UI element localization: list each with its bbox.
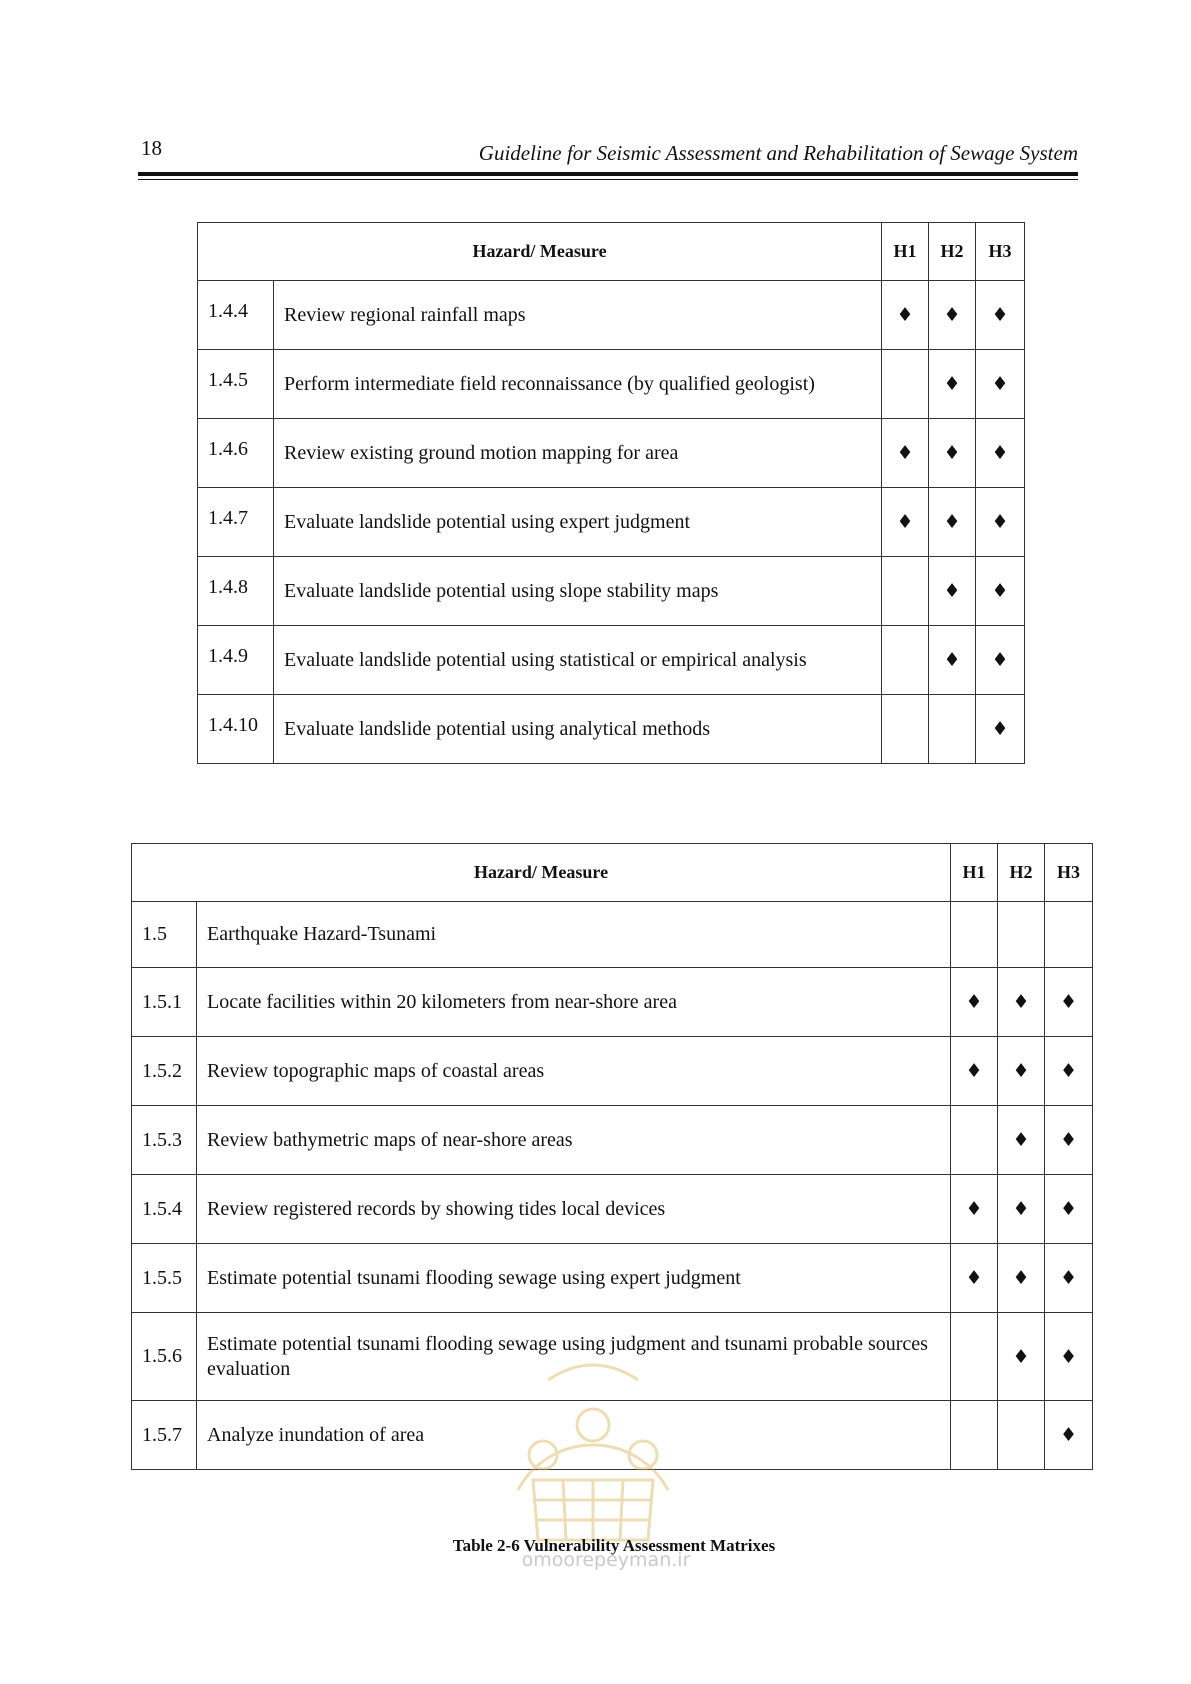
h2-mark <box>929 695 976 764</box>
h1-mark <box>951 1401 998 1470</box>
hazard-measure-table-tsunami <box>131 843 1093 1470</box>
hazard-measure-table-landslide <box>197 222 1025 764</box>
row-code: 1.4.10 <box>198 695 274 764</box>
row-measure: Evaluate landslide potential using expert judgment <box>274 488 882 557</box>
row-measure: Review registered records by showing tides local devices <box>197 1175 951 1244</box>
header-rule-thin <box>138 179 1078 180</box>
h3-mark: ♦ <box>976 281 1025 350</box>
h2-mark: ♦ <box>929 350 976 419</box>
header-h3: H3 <box>976 223 1025 281</box>
table-caption: Table 2-6 Vulnerability Assessment Matrixes <box>452 1536 776 1555</box>
row-measure: Locate facilities within 20 kilometers from near-shore area <box>197 968 951 1037</box>
h2-mark: ♦ <box>929 557 976 626</box>
h2-mark <box>998 902 1045 968</box>
row-measure: Estimate potential tsunami flooding sewage using judgment and tsunami probable sources evaluation <box>197 1313 951 1401</box>
row-code: 1.5.7 <box>132 1401 197 1470</box>
h3-mark: ♦ <box>1045 968 1093 1037</box>
running-title: Guideline for Seismic Assessment and Rehabilitation of Sewage System <box>478 141 1078 165</box>
table-row <box>198 695 1025 764</box>
h3-mark: ♦ <box>1045 1106 1093 1175</box>
row-code: 1.5 <box>132 902 197 968</box>
row-code: 1.5.3 <box>132 1106 197 1175</box>
row-code: 1.5.4 <box>132 1175 197 1244</box>
table-row <box>198 419 1025 488</box>
h1-mark <box>882 350 929 419</box>
h2-mark: ♦ <box>998 968 1045 1037</box>
row-code: 1.4.7 <box>198 488 274 557</box>
table-header-row <box>198 223 1025 281</box>
h1-mark: ♦ <box>882 488 929 557</box>
h3-mark: ♦ <box>1045 1175 1093 1244</box>
row-measure: Review bathymetric maps of near-shore areas <box>197 1106 951 1175</box>
h2-mark <box>998 1401 1045 1470</box>
h1-mark: ♦ <box>882 419 929 488</box>
h3-mark: ♦ <box>976 557 1025 626</box>
h1-mark <box>951 902 998 968</box>
h3-mark: ♦ <box>976 695 1025 764</box>
h1-mark: ♦ <box>882 281 929 350</box>
table-row <box>132 968 1093 1037</box>
header-h2: H2 <box>998 844 1045 902</box>
table-row <box>132 1037 1093 1106</box>
watermark-text: omoorepeyman.ir <box>521 1549 691 1571</box>
row-code: 1.5.6 <box>132 1313 197 1401</box>
h3-mark: ♦ <box>1045 1244 1093 1313</box>
row-measure: Analyze inundation of area <box>197 1401 951 1470</box>
h3-mark: ♦ <box>976 419 1025 488</box>
row-measure: Review topographic maps of coastal areas <box>197 1037 951 1106</box>
h3-mark: ♦ <box>1045 1037 1093 1106</box>
row-code: 1.4.6 <box>198 419 274 488</box>
h3-mark: ♦ <box>1045 1313 1093 1401</box>
header-rule-thick <box>138 172 1078 176</box>
h3-mark: ♦ <box>976 626 1025 695</box>
row-code: 1.5.2 <box>132 1037 197 1106</box>
table-row <box>198 557 1025 626</box>
table-row <box>198 488 1025 557</box>
row-code: 1.5.1 <box>132 968 197 1037</box>
h1-mark <box>951 1106 998 1175</box>
row-code: 1.4.8 <box>198 557 274 626</box>
table-row <box>132 1313 1093 1401</box>
h3-mark <box>1045 902 1093 968</box>
h2-mark: ♦ <box>998 1175 1045 1244</box>
table-row <box>198 350 1025 419</box>
row-measure: Earthquake Hazard-Tsunami <box>197 902 951 968</box>
h2-mark: ♦ <box>929 488 976 557</box>
row-code: 1.4.9 <box>198 626 274 695</box>
row-code: 1.4.5 <box>198 350 274 419</box>
table-row <box>198 281 1025 350</box>
header-hazard-measure: Hazard/ Measure <box>132 844 951 902</box>
header-h1: H1 <box>951 844 998 902</box>
h2-mark: ♦ <box>929 281 976 350</box>
page-number: 18 <box>141 136 162 160</box>
h2-mark: ♦ <box>929 419 976 488</box>
h2-mark: ♦ <box>998 1244 1045 1313</box>
header-h3: H3 <box>1045 844 1093 902</box>
row-code: 1.5.5 <box>132 1244 197 1313</box>
header-h1: H1 <box>882 223 929 281</box>
h1-mark: ♦ <box>951 968 998 1037</box>
h3-mark: ♦ <box>976 488 1025 557</box>
row-measure: Review existing ground motion mapping for area <box>274 419 882 488</box>
table-row <box>132 1106 1093 1175</box>
table-row <box>132 902 1093 968</box>
row-measure: Evaluate landslide potential using slope stability maps <box>274 557 882 626</box>
h1-mark: ♦ <box>951 1175 998 1244</box>
header-hazard-measure: Hazard/ Measure <box>198 223 882 281</box>
table-row <box>132 1244 1093 1313</box>
row-measure: Perform intermediate field reconnaissance (by qualified geologist) <box>274 350 882 419</box>
h2-mark: ♦ <box>929 626 976 695</box>
table-row <box>132 1401 1093 1470</box>
row-measure: Review regional rainfall maps <box>274 281 882 350</box>
row-code: 1.4.4 <box>198 281 274 350</box>
row-measure: Evaluate landslide potential using analytical methods <box>274 695 882 764</box>
h3-mark: ♦ <box>976 350 1025 419</box>
h2-mark: ♦ <box>998 1313 1045 1401</box>
h2-mark: ♦ <box>998 1106 1045 1175</box>
h1-mark <box>882 695 929 764</box>
h3-mark: ♦ <box>1045 1401 1093 1470</box>
h1-mark <box>882 626 929 695</box>
h1-mark: ♦ <box>951 1244 998 1313</box>
table-row <box>198 626 1025 695</box>
h1-mark <box>951 1313 998 1401</box>
table-row <box>132 1175 1093 1244</box>
h1-mark: ♦ <box>951 1037 998 1106</box>
row-measure: Evaluate landslide potential using statistical or empirical analysis <box>274 626 882 695</box>
header-h2: H2 <box>929 223 976 281</box>
row-measure: Estimate potential tsunami flooding sewage using expert judgment <box>197 1244 951 1313</box>
table-header-row <box>132 844 1093 902</box>
h1-mark <box>882 557 929 626</box>
h2-mark: ♦ <box>998 1037 1045 1106</box>
